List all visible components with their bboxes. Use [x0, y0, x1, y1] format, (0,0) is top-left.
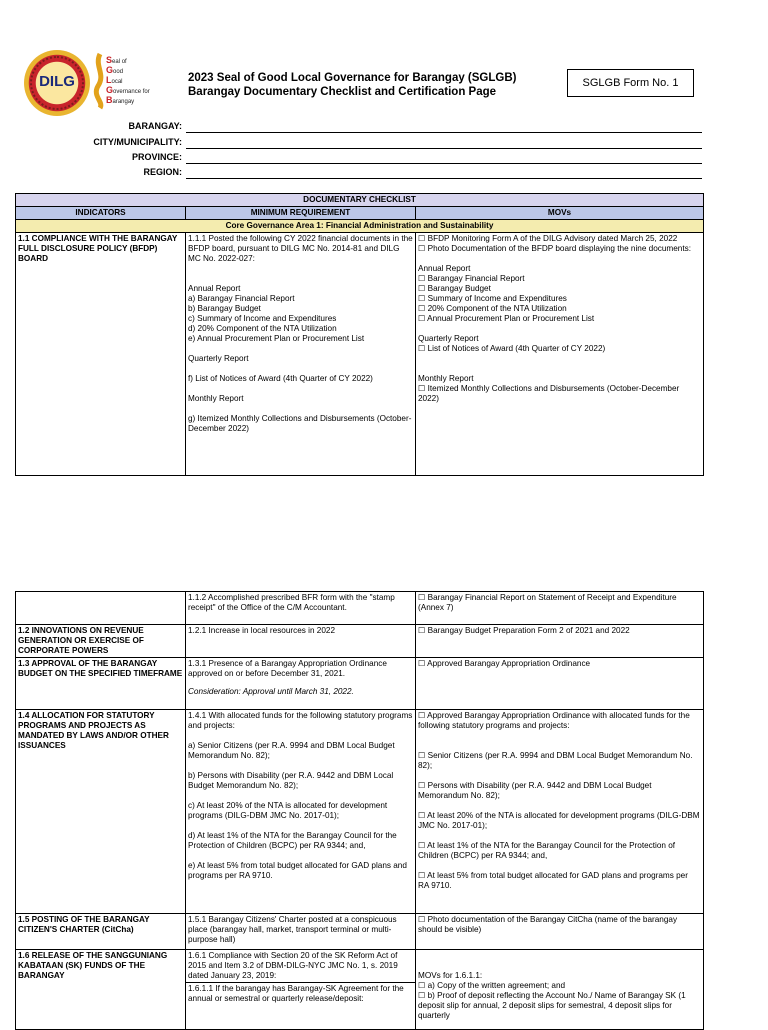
- seal-line: Seal of: [106, 55, 127, 65]
- indicator-cell: 1.2 INNOVATIONS ON REVENUE GENERATION OR EXERCISE OF CORPORATE POWERS: [16, 625, 186, 658]
- sglgb-seal-logo: [92, 52, 162, 110]
- col-movs: MOVs: [416, 207, 704, 220]
- title-line-1: 2023 Seal of Good Local Governance for Barangay (SGLGB): [188, 72, 517, 84]
- requirement-note: Consideration: Approval until March 31, 2022.: [188, 687, 354, 696]
- requirement-text: 1.3.1 Presence of a Barangay Appropriation Ordinance approved on or before December 31, 2021.: [188, 659, 387, 678]
- mov-cell: ☐ Approved Barangay Appropriation Ordinance: [416, 658, 704, 710]
- requirement-cell: 1.5.1 Barangay Citizens' Charter posted at a conspicuous place (barangay hall, market, transport terminal or multi-purpose hall): [186, 914, 416, 950]
- city-label: CITY/MUNICIPALITY:: [93, 137, 182, 147]
- requirement-cell: 1.1.1 Posted the following CY 2022 financial documents in the BFDP board, pursuant to DILG MC No. 2014-81 and DILG MC No. 2022-027: Annual Report a) Barangay Financial Report b) Barangay Budget c) Summary of Income and Expenditures d) 20% Component of the NTA Utilization e) Annual Procurement Plan or Procurement List Quarterly Report f) List of Notices of Award (4th Quarter of CY 2022) Monthly Report g) Itemized Monthly Collections and Disbursements (October-December 2022): [186, 233, 416, 476]
- barangay-field[interactable]: [186, 132, 702, 133]
- seal-line: Barangay: [106, 95, 135, 105]
- barangay-label: BARANGAY:: [128, 121, 182, 131]
- mov-cell: MOVs for 1.6.1.1: ☐ a) Copy of the written agreement; and ☐ b) Proof of deposit reflecting the Account No./ Name of Barangay SK (1 deposit slip for annual, 2 deposit slips for semestral, 4 deposit slips for quarterly: [416, 950, 704, 1030]
- mov-cell: ☐ Barangay Budget Preparation Form 2 of 2021 and 2022: [416, 625, 704, 658]
- indicator-cell: 1.1 COMPLIANCE WITH THE BARANGAY FULL DISCLOSURE POLICY (BFDP) BOARD: [16, 233, 186, 476]
- document-title: [188, 71, 548, 99]
- title-line-2: Barangay Documentary Checklist and Certification Page: [188, 86, 497, 98]
- requirement-cell: [186, 658, 416, 710]
- region-field[interactable]: [186, 178, 702, 179]
- requirement-cell: 1.1.2 Accomplished prescribed BFR form with the "stamp receipt" of the Office of the C/M Accountant.: [186, 592, 416, 625]
- indicator-cell: 1.4 ALLOCATION FOR STATUTORY PROGRAMS AND PROJECTS AS MANDATED BY LAWS AND/OR OTHER ISSUANCES: [16, 710, 186, 914]
- col-min-req: MINIMUM REQUIREMENT: [186, 207, 416, 220]
- mov-cell: ☐ BFDP Monitoring Form A of the DILG Advisory dated March 25, 2022 ☐ Photo Documentation of the BFDP board displaying the nine documents: Annual Report ☐ Barangay Financial Report ☐ Barangay Budget ☐ Summary of Income and Expenditures ☐ 20% Component of the NTA Utilization ☐ Annual Procurement Plan or Procurement List Quarterly Report ☐ List of Notices of Award (4th Quarter of CY 2022) Monthly Report ☐ Itemized Monthly Collections and Disbursements (October-December 2022): [416, 233, 704, 476]
- requirement-cell: 1.2.1 Increase in local resources in 2022: [186, 625, 416, 658]
- mov-cell: ☐ Barangay Financial Report on Statement of Receipt and Expenditure (Annex 7): [416, 592, 704, 625]
- mov-cell: ☐ Approved Barangay Appropriation Ordinance with allocated funds for the following statutory programs and projects: ☐ Senior Citizens (per R.A. 9994 and DBM Local Budget Memorandum No. 82); ☐ Persons with Disability (per R.A. 9442 and DBM Local Budget Memorandum No. 82); ☐ At least 20% of the NTA is allocated for development programs (DILG-DBM JMC No. 2017-01); ☐ At least 1% of the NTA for the Barangay Council for the Protection of Children (BCPC) per RA 9344; and, ☐ At least 5% from total budget allocated for GAD plans and programs per RA 9710.: [416, 710, 704, 914]
- requirement-cell: [186, 950, 416, 1030]
- col-indicators: INDICATORS: [16, 207, 186, 220]
- province-field[interactable]: [186, 163, 702, 164]
- seal-line: Local: [106, 75, 123, 85]
- region-label: REGION:: [143, 167, 182, 177]
- requirement-text: 1.6.1 Compliance with Section 20 of the SK Reform Act of 2015 and Item 3.2 of DBM-DILG-NYC JMC No. 1, s. 2019 dated January 23, 2019:: [186, 950, 415, 983]
- form-number-box: SGLGB Form No. 1: [567, 69, 694, 97]
- indicator-cell: [16, 592, 186, 625]
- checklist-table-page1: [15, 193, 704, 476]
- seal-line: Good: [106, 65, 124, 75]
- checklist-title: DOCUMENTARY CHECKLIST: [16, 194, 704, 207]
- mov-cell: ☐ Photo documentation of the Barangay CitCha (name of the barangay should be visible): [416, 914, 704, 950]
- province-label: PROVINCE:: [131, 152, 182, 162]
- requirement-subtext: 1.6.1.1 If the barangay has Barangay-SK Agreement for the annual or semestral or quarterly release/deposit:: [188, 984, 404, 1003]
- indicator-cell: 1.5 POSTING OF THE BARANGAY CITIZEN'S CHARTER (CitCha): [16, 914, 186, 950]
- dilg-logo: [24, 50, 90, 116]
- seal-line: Governance for: [106, 85, 150, 95]
- requirement-cell: 1.4.1 With allocated funds for the following statutory programs and projects: a) Senior Citizens (per R.A. 9994 and DBM Local Budget Memorandum No. 82); b) Persons with Disability (per R.A. 9442 and DBM Local Budget Memorandum No. 82); c) At least 20% of the NTA is allocated for development programs (DILG-DBM JMC No. 2017-01); d) At least 1% of the NTA for the Barangay Council for the Protection of Children (BCPC) per RA 9344; and, e) At least 5% from total budget allocated for GAD plans and programs per RA 9710.: [186, 710, 416, 914]
- indicator-cell: 1.3 APPROVAL OF THE BARANGAY BUDGET ON THE SPECIFIED TIMEFRAME: [16, 658, 186, 710]
- area-title: Core Governance Area 1: Financial Administration and Sustainability: [16, 220, 704, 233]
- checklist-table-page2: [15, 591, 704, 1030]
- indicator-cell: 1.6 RELEASE OF THE SANGGUNIANG KABATAAN (SK) FUNDS OF THE BARANGAY: [16, 950, 186, 1030]
- city-field[interactable]: [186, 148, 702, 149]
- dilg-logo-text: DILG: [39, 73, 75, 90]
